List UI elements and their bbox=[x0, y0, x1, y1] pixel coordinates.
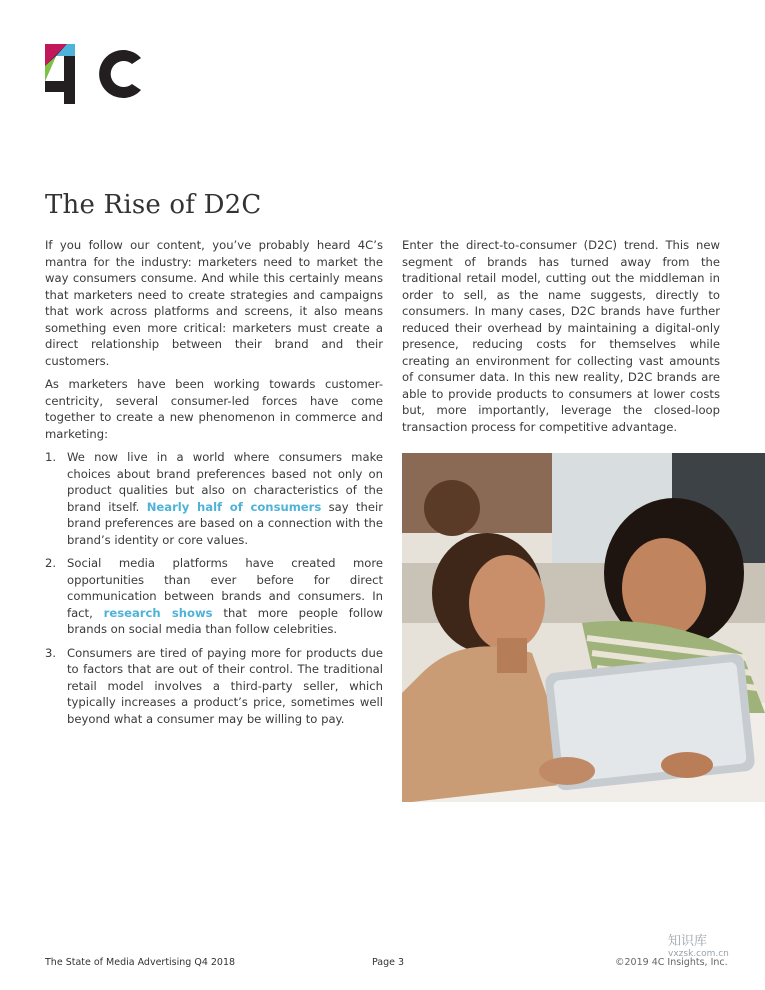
footer-page-number: Page 3 bbox=[372, 957, 405, 968]
list-text: say their brand preferences are based on a connection with the brand’s identity or core values. bbox=[67, 499, 383, 547]
nearly-half-link[interactable]: Nearly half of consumers bbox=[146, 499, 322, 514]
watermark bbox=[668, 930, 756, 974]
left-column bbox=[45, 237, 383, 734]
watermark-url: vxzsk.com.cn bbox=[668, 949, 729, 959]
list-text: that more people follow brands on social media than follow celebrities. bbox=[67, 605, 384, 636]
list-text: Social media platforms have created more opportunities than ever before for direct communication between brands and consumers. In fact, bbox=[67, 556, 383, 620]
list-item bbox=[45, 449, 383, 548]
list-item bbox=[45, 555, 383, 638]
footer-report-title: The State of Media Advertising Q4 2018 bbox=[45, 957, 236, 968]
list-text: We now live in a world where consumers make choices about brand preferences based not only on product qualities but also on characteristics of the brand itself. bbox=[67, 450, 383, 514]
intro-paragraph: If you follow our content, you’ve probably heard 4C’s mantra for the industry: marketers need to market the way consumers consume. And while this certainly means that marketers need to create strategies and campaigns that work across platforms and screens, it also means something even more critical: marketers must create a direct relationship between their brand and their customers. bbox=[45, 238, 383, 368]
list-number: 2. bbox=[45, 556, 57, 570]
research-shows-link[interactable]: research shows bbox=[103, 605, 213, 620]
list-number: 1. bbox=[45, 450, 57, 464]
forces-list bbox=[45, 449, 383, 727]
page-title: The Rise of D2C bbox=[45, 190, 262, 220]
list-item bbox=[45, 645, 383, 728]
right-column bbox=[402, 237, 720, 442]
list-text: Consumers are tired of paying more for products due to factors that are out of their control. The traditional retail model involves a third-party seller, which typically increases a product’s price, sometimes well beyond what a consumer may be willing to pay. bbox=[67, 645, 383, 726]
brand-logo bbox=[45, 44, 145, 106]
d2c-paragraph: Enter the direct-to-consumer (D2C) trend. This new segment of brands has turned away from the traditional retail model, cutting out the middleman in order to sell, as the name suggests, directly to consumers. In many cases, D2C brands have further reduced their overhead by maintaining a digital-only presence, reducing costs for themselves while creating an environment for collecting vast amounts of consumer data. In this new reality, D2C brands are able to provide products to consumers at lower costs but, more importantly, leverage the closed-loop transaction process for competitive advantage. bbox=[402, 238, 720, 434]
forces-paragraph: As marketers have been working towards customer-centricity, several consumer-led forces have come together to create a new phenomenon in commerce and marketing: bbox=[45, 377, 383, 441]
footer-copyright: ©2019 4C Insights, Inc. bbox=[615, 957, 728, 968]
list-number: 3. bbox=[45, 645, 57, 660]
watermark-title: 知识库 bbox=[668, 934, 708, 949]
photo-two-women-tablet bbox=[402, 453, 765, 802]
